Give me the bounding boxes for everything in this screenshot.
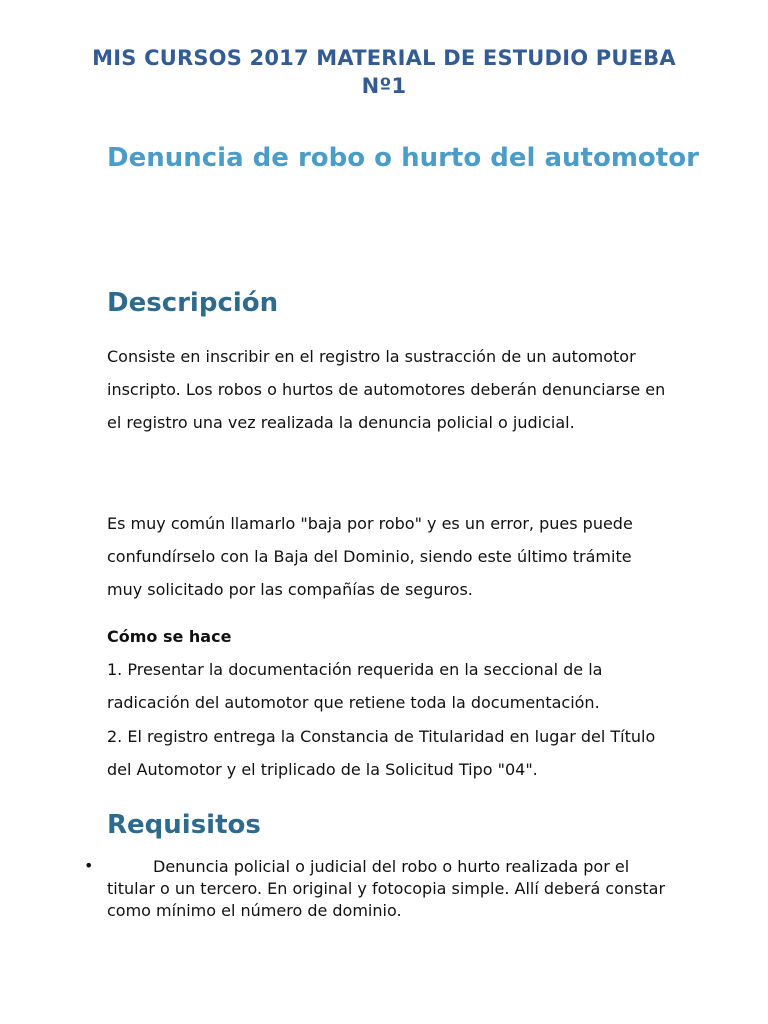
document-subtitle: Denuncia de robo o hurto del automotor <box>107 143 699 173</box>
paragraph-descripcion-1: Consiste en inscribir en el registro la sustracción de un automotor inscripto. Los robos o hurtos de automotores deberán denunciarse en el registro una vez realizada la denuncia policial o judicial. <box>107 347 666 432</box>
step-item-2: 2. El registro entrega la Constancia de Titularidad en lugar del Título del Automotor y el triplicado de la Solicitud Tipo "04". <box>107 727 656 779</box>
requisito-item: Denuncia policial o judicial del robo o hurto realizada por el titular o un tercero. En original y fotocopia simple. Allí deberá constar como mínimo el número de dominio. <box>107 857 666 920</box>
como-se-hace-label: Cómo se hace <box>107 627 232 646</box>
step-item-1: 1. Presentar la documentación requerida en la seccional de la radicación del automotor que retiene toda la documentación. <box>107 660 603 712</box>
paragraph-descripcion-2: Es muy común llamarlo "baja por robo" y es un error, pues puede confundírselo con la Baja del Dominio, siendo este último trámite muy solicitado por las compañías de seguros. <box>107 514 633 599</box>
bullet-icon: • <box>84 856 94 875</box>
page-title: MIS CURSOS 2017 MATERIAL DE ESTUDIO PUEBA Nº1 <box>92 46 676 98</box>
section-heading-requisitos: Requisitos <box>107 810 261 840</box>
section-heading-descripcion: Descripción <box>107 288 279 318</box>
